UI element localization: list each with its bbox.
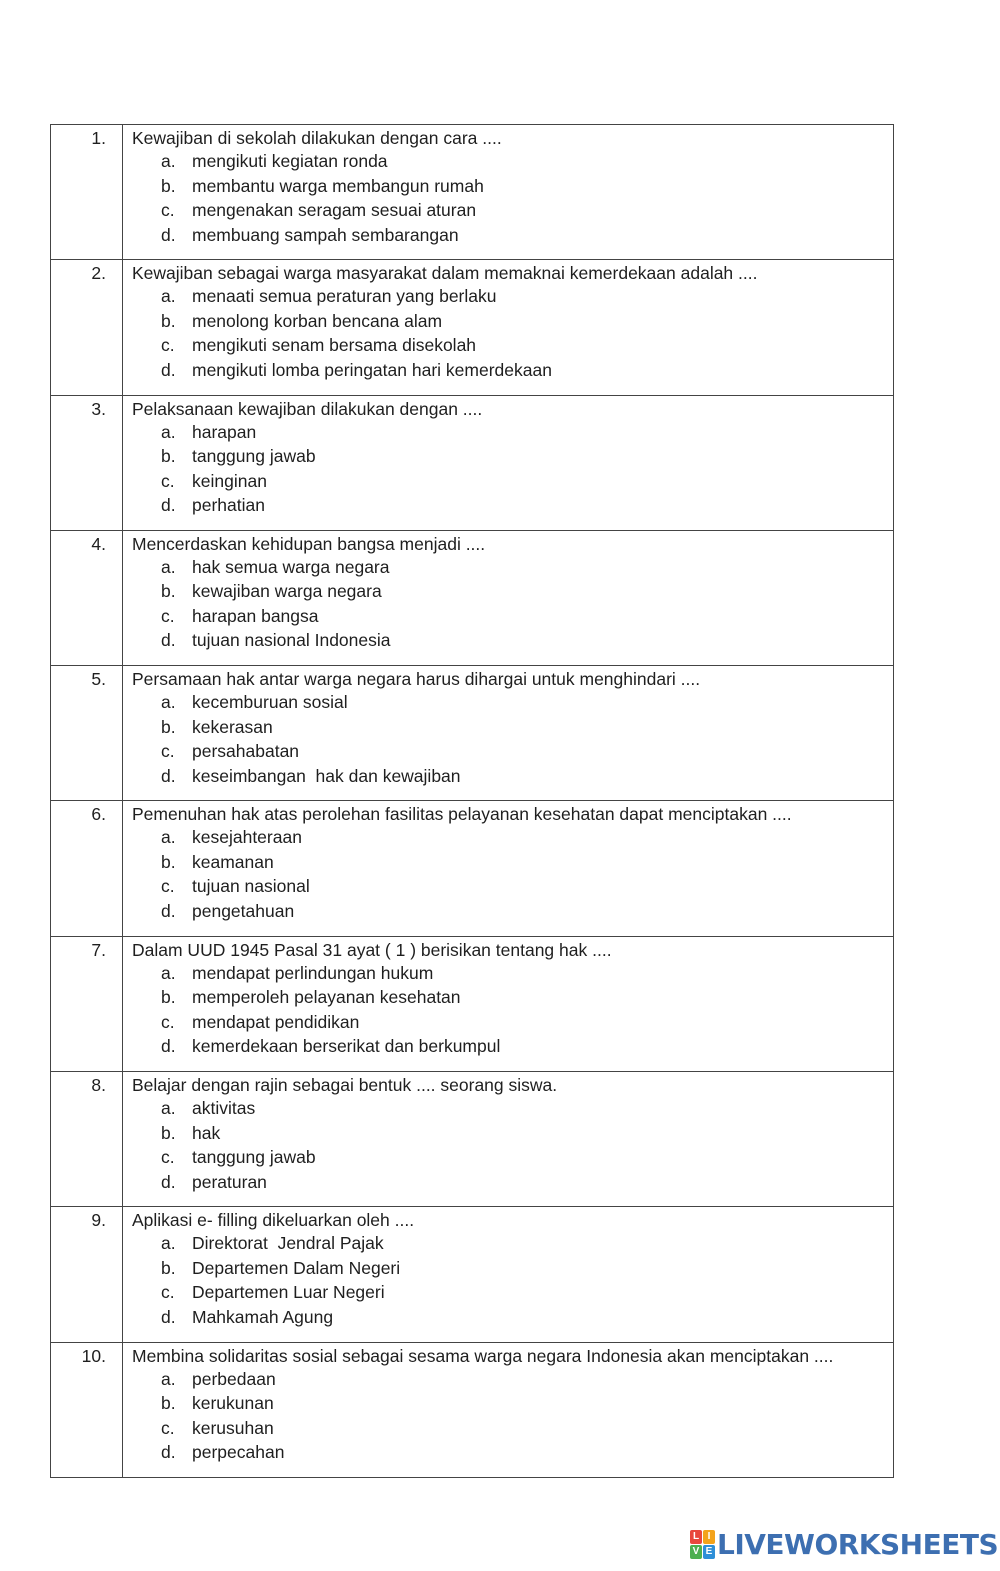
option-letter: c.: [161, 470, 175, 491]
option-letter: d.: [161, 1442, 176, 1463]
question-number: 3.: [91, 398, 106, 419]
option-text: Departemen Luar Negeri: [192, 1282, 385, 1303]
answer-option[interactable]: [161, 1145, 893, 1170]
question-number-cell: [51, 125, 123, 260]
question-row: [51, 260, 894, 395]
answer-option[interactable]: [161, 1440, 893, 1465]
answer-option[interactable]: [161, 555, 893, 580]
answer-option[interactable]: [161, 223, 893, 248]
question-cell: [123, 936, 894, 1071]
answer-option[interactable]: [161, 579, 893, 604]
option-letter: a.: [161, 421, 176, 442]
option-letter: b.: [161, 1393, 176, 1414]
option-text: mengenakan seragam sesuai aturan: [192, 200, 477, 220]
question-cell: [123, 801, 894, 936]
option-text: perbedaan: [192, 1368, 276, 1389]
answer-option[interactable]: [161, 604, 893, 629]
option-letter: b.: [161, 987, 176, 1008]
answer-option[interactable]: [161, 444, 893, 469]
answer-options: [123, 555, 893, 653]
question-number: 5.: [91, 669, 106, 690]
option-letter: a.: [161, 1233, 176, 1254]
answer-option[interactable]: [161, 1391, 893, 1416]
question-row: [51, 936, 894, 1071]
option-text: kesejahteraan: [192, 827, 302, 848]
answer-options: [123, 690, 893, 788]
question-text: Membina solidaritas sosial sebagai sesama warga negara Indonesia akan menciptakan ....: [132, 1345, 834, 1366]
option-letter: d.: [161, 1306, 176, 1327]
option-letter: c.: [161, 200, 175, 220]
question-text: Aplikasi e- filling dikeluarkan oleh ....: [132, 1210, 415, 1231]
option-letter: d.: [161, 495, 176, 516]
answer-option[interactable]: [161, 850, 893, 875]
option-letter: a.: [161, 286, 176, 307]
option-text: hak: [192, 1122, 221, 1143]
answer-option[interactable]: [161, 469, 893, 494]
answer-options: [123, 149, 893, 247]
option-letter: c.: [161, 741, 175, 762]
option-letter: d.: [161, 765, 176, 786]
option-letter: d.: [161, 900, 176, 921]
answer-options: [123, 825, 893, 923]
logo-tile: V: [690, 1545, 702, 1559]
answer-option[interactable]: [161, 174, 893, 199]
answer-option[interactable]: [161, 825, 893, 850]
option-letter: c.: [161, 1011, 175, 1032]
option-text: Mahkamah Agung: [192, 1306, 334, 1327]
option-text: menaati semua peraturan yang berlaku: [192, 286, 497, 307]
answer-option[interactable]: [161, 985, 893, 1010]
option-letter: a.: [161, 1098, 176, 1119]
question-number: 2.: [91, 263, 106, 284]
option-text: harapan: [192, 421, 257, 442]
option-text: tanggung jawab: [192, 1147, 316, 1168]
answer-option[interactable]: [161, 358, 893, 383]
answer-options: [123, 420, 893, 518]
answer-option[interactable]: [161, 284, 893, 309]
question-number-cell: [51, 260, 123, 395]
option-text: hak semua warga negara: [192, 556, 390, 577]
question-number: 10.: [81, 1345, 106, 1366]
option-text: kekerasan: [192, 716, 273, 737]
question-cell: [123, 1207, 894, 1342]
answer-option[interactable]: [161, 1256, 893, 1281]
option-letter: d.: [161, 1171, 176, 1192]
question-cell: [123, 530, 894, 665]
question-cell: [123, 125, 894, 260]
question-text: Dalam UUD 1945 Pasal 31 ayat ( 1 ) berisikan tentang hak ....: [132, 939, 612, 960]
option-text: kerukunan: [192, 1393, 274, 1414]
answer-option[interactable]: [161, 1010, 893, 1035]
option-letter: d.: [161, 1036, 176, 1057]
question-text: Pelaksanaan kewajiban dilakukan dengan ....: [132, 398, 483, 419]
answer-option[interactable]: [161, 1416, 893, 1441]
option-letter: c.: [161, 876, 175, 897]
answer-option[interactable]: [161, 899, 893, 924]
question-number: 6.: [91, 804, 106, 825]
answer-option[interactable]: [161, 333, 893, 358]
option-text: menolong korban bencana alam: [192, 310, 443, 331]
answer-option[interactable]: [161, 309, 893, 334]
logo-tile: I: [703, 1530, 715, 1544]
question-text: Persamaan hak antar warga negara harus dihargai untuk menghindari ....: [132, 669, 701, 690]
liveworksheets-branding[interactable]: [690, 1527, 998, 1561]
option-text: keinginan: [192, 470, 267, 491]
option-text: harapan bangsa: [192, 605, 319, 626]
question-cell: [123, 395, 894, 530]
question-text: Pemenuhan hak atas perolehan fasilitas pelayanan kesehatan dapat menciptakan ....: [132, 804, 792, 825]
option-letter: a.: [161, 692, 176, 713]
option-letter: c.: [161, 1147, 175, 1168]
answer-option[interactable]: [161, 1170, 893, 1195]
option-text: tujuan nasional Indonesia: [192, 630, 391, 651]
question-cell: [123, 666, 894, 801]
question-row: [51, 1207, 894, 1342]
answer-option[interactable]: [161, 1096, 893, 1121]
option-letter: c.: [161, 1417, 175, 1438]
option-letter: a.: [161, 151, 176, 171]
option-letter: c.: [161, 335, 175, 356]
option-letter: b.: [161, 851, 176, 872]
answer-option[interactable]: [161, 690, 893, 715]
question-cell: [123, 260, 894, 395]
question-number: 1.: [91, 128, 106, 148]
option-letter: d.: [161, 359, 176, 380]
question-row: [51, 1342, 894, 1477]
question-number: 9.: [91, 1210, 106, 1231]
option-text: mendapat perlindungan hukum: [192, 962, 434, 983]
answer-option[interactable]: [161, 1231, 893, 1256]
liveworksheets-logo-icon: [690, 1530, 715, 1559]
option-letter: c.: [161, 605, 175, 626]
answer-options: [123, 1096, 893, 1194]
answer-options: [123, 284, 893, 382]
question-number-cell: [51, 666, 123, 801]
option-letter: b.: [161, 716, 176, 737]
option-text: aktivitas: [192, 1098, 256, 1119]
option-letter: a.: [161, 1368, 176, 1389]
answer-option[interactable]: [161, 764, 893, 789]
question-number: 4.: [91, 533, 106, 554]
option-text: tujuan nasional: [192, 876, 310, 897]
answer-option[interactable]: [161, 149, 893, 174]
question-number-cell: [51, 1072, 123, 1207]
option-letter: b.: [161, 581, 176, 602]
answer-option[interactable]: [161, 493, 893, 518]
question-number-cell: [51, 801, 123, 936]
answer-option[interactable]: [161, 874, 893, 899]
question-row: [51, 801, 894, 936]
option-text: membantu warga membangun rumah: [192, 175, 484, 196]
question-row: [51, 530, 894, 665]
answer-option[interactable]: [161, 1367, 893, 1392]
question-text: Kewajiban di sekolah dilakukan dengan cara ....: [132, 128, 502, 148]
question-row: [51, 666, 894, 801]
option-text: mengikuti kegiatan ronda: [192, 151, 388, 171]
option-text: pengetahuan: [192, 900, 295, 921]
answer-option[interactable]: [161, 198, 893, 223]
option-text: kecemburuan sosial: [192, 692, 348, 713]
answer-options: [123, 1231, 893, 1329]
option-letter: d.: [161, 224, 176, 245]
option-text: kewajiban warga negara: [192, 581, 382, 602]
answer-options: [123, 1367, 893, 1465]
option-letter: b.: [161, 1257, 176, 1278]
question-row: [51, 1072, 894, 1207]
answer-option[interactable]: [161, 1305, 893, 1330]
answer-option[interactable]: [161, 739, 893, 764]
question-row: [51, 125, 894, 260]
option-text: Departemen Dalam Negeri: [192, 1257, 401, 1278]
question-text: Belajar dengan rajin sebagai bentuk .... seorang siswa.: [132, 1075, 558, 1096]
question-number-cell: [51, 1342, 123, 1477]
question-number-cell: [51, 1207, 123, 1342]
logo-tile: L: [690, 1530, 702, 1544]
brand-name: LIVEWORKSHEETS: [717, 1527, 999, 1561]
answer-option[interactable]: [161, 961, 893, 986]
question-cell: [123, 1342, 894, 1477]
option-text: peraturan: [192, 1171, 267, 1192]
option-text: tanggung jawab: [192, 446, 316, 467]
question-text: Kewajiban sebagai warga masyarakat dalam memaknai kemerdekaan adalah ....: [132, 263, 758, 284]
option-letter: b.: [161, 175, 176, 196]
question-row: [51, 395, 894, 530]
option-text: mendapat pendidikan: [192, 1011, 360, 1032]
option-letter: b.: [161, 1122, 176, 1143]
option-letter: b.: [161, 310, 176, 331]
quiz-body: [51, 125, 894, 1478]
option-text: keseimbangan hak dan kewajiban: [192, 765, 461, 786]
option-text: mengikuti senam bersama disekolah: [192, 335, 477, 356]
option-letter: d.: [161, 630, 176, 651]
option-text: keamanan: [192, 851, 274, 872]
answer-option[interactable]: [161, 1280, 893, 1305]
question-number-cell: [51, 395, 123, 530]
option-text: kemerdekaan berserikat dan berkumpul: [192, 1036, 501, 1057]
question-cell: [123, 1072, 894, 1207]
answer-options: [123, 961, 893, 1059]
option-letter: b.: [161, 446, 176, 467]
option-letter: c.: [161, 1282, 175, 1303]
answer-option[interactable]: [161, 1121, 893, 1146]
question-number-cell: [51, 530, 123, 665]
answer-option[interactable]: [161, 715, 893, 740]
option-text: Direktorat Jendral Pajak: [192, 1233, 384, 1254]
logo-tile: E: [703, 1545, 715, 1559]
question-number-cell: [51, 936, 123, 1071]
question-number: 8.: [91, 1075, 106, 1096]
question-text: Mencerdaskan kehidupan bangsa menjadi ....: [132, 533, 486, 554]
option-text: mengikuti lomba peringatan hari kemerdekaan: [192, 359, 552, 380]
option-text: kerusuhan: [192, 1417, 274, 1438]
option-text: perpecahan: [192, 1442, 285, 1463]
option-letter: a.: [161, 962, 176, 983]
quiz-table: [50, 124, 894, 1478]
option-text: membuang sampah sembarangan: [192, 224, 459, 245]
option-text: memperoleh pelayanan kesehatan: [192, 987, 461, 1008]
question-number: 7.: [91, 939, 106, 960]
option-text: persahabatan: [192, 741, 300, 762]
option-letter: a.: [161, 556, 176, 577]
option-letter: a.: [161, 827, 176, 848]
answer-option[interactable]: [161, 420, 893, 445]
answer-option[interactable]: [161, 628, 893, 653]
option-text: perhatian: [192, 495, 265, 516]
answer-option[interactable]: [161, 1034, 893, 1059]
